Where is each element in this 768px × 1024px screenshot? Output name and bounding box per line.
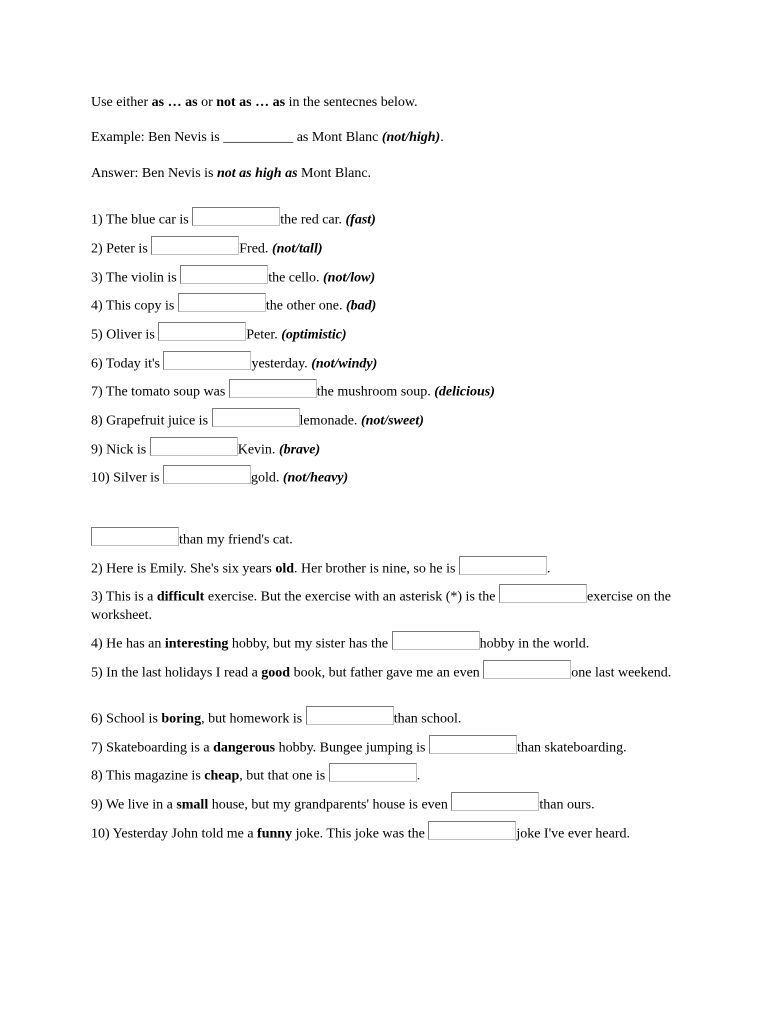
- exercise-1-item-6: [91, 351, 377, 374]
- item-text: 10) Yesterday John told me a: [91, 826, 258, 842]
- item-adjective: small: [176, 797, 209, 813]
- item-hint: (not/heavy): [282, 470, 349, 486]
- answer-text: Answer: Ben Nevis is: [91, 166, 217, 181]
- item-hint: (not/low): [323, 270, 376, 286]
- example-hint: (not/high): [381, 130, 441, 145]
- instruction-bold-1: as … as: [151, 95, 198, 110]
- answer-input[interactable]: [91, 527, 179, 546]
- answer-input[interactable]: [229, 379, 317, 398]
- answer-input[interactable]: [192, 207, 280, 226]
- item-text: Fred.: [239, 241, 272, 257]
- exercise-2-item-1: [91, 527, 293, 550]
- item-text: 6) Today it's: [91, 356, 164, 372]
- item-text: .: [546, 561, 551, 577]
- item-text: the cello.: [268, 270, 323, 286]
- item-text: 5) In the last holidays I read a: [91, 665, 262, 681]
- answer-input[interactable]: [428, 821, 516, 840]
- exercise-2-item-5: [91, 660, 676, 683]
- exercise-2-item-8: [91, 763, 420, 786]
- answer-input[interactable]: [151, 236, 239, 255]
- exercise-1-item-3: [91, 265, 375, 288]
- answer-input[interactable]: [392, 631, 480, 650]
- answer-input[interactable]: [499, 584, 587, 603]
- item-text: 7) Skateboarding is a: [91, 740, 214, 756]
- item-text: than ours.: [539, 797, 595, 813]
- exercise-1-item-1: [91, 207, 376, 230]
- exercise-1-item-5: [91, 322, 347, 345]
- answer-input[interactable]: [180, 265, 268, 284]
- item-hint: (not/windy): [311, 356, 378, 372]
- item-text: 4) He has an: [91, 636, 165, 652]
- exercise-2-item-10: [91, 821, 630, 844]
- exercise-2-item-2: [91, 556, 550, 579]
- item-text: 5) Oliver is: [91, 327, 159, 343]
- instruction: [91, 94, 418, 112]
- item-text: 10) Silver is: [91, 470, 163, 486]
- item-text: 6) School is: [91, 711, 162, 727]
- item-hint: (optimistic): [281, 327, 347, 343]
- answer-input[interactable]: [329, 763, 417, 782]
- item-adjective: difficult: [156, 589, 205, 605]
- item-text: , but homework is: [201, 711, 306, 727]
- item-text: exercise on the worksheet.: [91, 589, 671, 623]
- answer-input[interactable]: [163, 465, 251, 484]
- answer-input[interactable]: [158, 322, 246, 341]
- answer-input[interactable]: [163, 351, 251, 370]
- exercise-2-item-9: [91, 792, 595, 815]
- item-text: 3) The violin is: [91, 270, 181, 286]
- item-text: the red car.: [280, 212, 346, 228]
- exercise-1-item-2: [91, 236, 323, 259]
- exercise-2-item-6: [91, 706, 461, 729]
- answer: [91, 165, 371, 183]
- item-text: Kevin.: [237, 442, 279, 458]
- item-adjective: dangerous: [213, 740, 276, 756]
- answer-text: Mont Blanc.: [297, 166, 372, 181]
- exercise-1-item-9: [91, 437, 320, 460]
- item-text: than my friend's cat.: [179, 532, 293, 548]
- item-text: gold.: [250, 470, 283, 486]
- item-text: 2) Here is Emily. She's six years: [91, 561, 276, 577]
- item-text: than skateboarding.: [516, 740, 627, 756]
- item-text: 7) The tomato soup was: [91, 384, 229, 400]
- item-hint: (not/tall): [271, 241, 323, 257]
- exercise-1-item-7: [91, 379, 495, 402]
- item-text: house, but my grandparents' house is even: [208, 797, 452, 813]
- exercise-1-item-8: [91, 408, 424, 431]
- item-text: joke I've ever heard.: [516, 826, 630, 842]
- item-text: the other one.: [265, 298, 346, 314]
- exercise-2-item-4: [91, 631, 589, 654]
- item-adjective: boring: [161, 711, 202, 727]
- item-text: joke. This joke was the: [292, 826, 429, 842]
- item-hint: (fast): [345, 212, 376, 228]
- item-adjective: interesting: [164, 636, 229, 652]
- item-hint: (brave): [278, 442, 321, 458]
- item-text: Peter.: [246, 327, 282, 343]
- item-text: 1) The blue car is: [91, 212, 193, 228]
- item-text: .: [416, 768, 421, 784]
- example: [91, 129, 444, 147]
- item-text: 2) Peter is: [91, 241, 152, 257]
- answer-input[interactable]: [451, 792, 539, 811]
- instruction-bold-2: not as … as: [216, 95, 286, 110]
- item-hint: (not/sweet): [360, 413, 424, 429]
- item-text: 8) Grapefruit juice is: [91, 413, 212, 429]
- exercise-1-item-10: [91, 465, 348, 488]
- instruction-text: Use either: [91, 95, 152, 110]
- answer-input[interactable]: [212, 408, 300, 427]
- item-hint: (delicious): [434, 384, 495, 400]
- item-text: 9) We live in a: [91, 797, 177, 813]
- exercise-2-item-3: [91, 584, 676, 625]
- exercise-2-item-7: [91, 735, 627, 758]
- example-text: Example: Ben Nevis is __________ as Mont Blanc: [91, 130, 382, 145]
- answer-input[interactable]: [178, 293, 266, 312]
- answer-input[interactable]: [483, 660, 571, 679]
- item-text: book, but father gave me an even: [290, 665, 484, 681]
- item-hint: (bad): [345, 298, 377, 314]
- item-adjective: cheap: [204, 768, 240, 784]
- item-adjective: funny: [257, 826, 293, 842]
- item-adjective: good: [261, 665, 291, 681]
- item-text: lemonade.: [299, 413, 361, 429]
- exercise-1-item-4: [91, 293, 376, 316]
- answer-input[interactable]: [429, 735, 517, 754]
- item-text: . Her brother is nine, so he is: [294, 561, 459, 577]
- answer-input[interactable]: [150, 437, 238, 456]
- item-text: , but that one is: [239, 768, 329, 784]
- item-text: than school.: [393, 711, 462, 727]
- item-text: 9) Nick is: [91, 442, 150, 458]
- item-adjective: old: [275, 561, 295, 577]
- answer-input[interactable]: [459, 556, 547, 575]
- example-text: .: [440, 130, 444, 145]
- instruction-text: or: [197, 95, 217, 110]
- answer-bold: not as high as: [217, 166, 298, 181]
- item-text: hobby in the world.: [479, 636, 590, 652]
- instruction-text: in the sentecnes below.: [285, 95, 418, 110]
- item-text: 8) This magazine is: [91, 768, 205, 784]
- item-text: one last weekend.: [571, 665, 672, 681]
- item-text: 4) This copy is: [91, 298, 178, 314]
- item-text: hobby, but my sister has the: [228, 636, 392, 652]
- item-text: 3) This is a: [91, 589, 157, 605]
- answer-input[interactable]: [306, 706, 394, 725]
- item-text: exercise. But the exercise with an asterisk (*) is the: [204, 589, 499, 605]
- item-text: yesterday.: [251, 356, 312, 372]
- item-text: hobby. Bungee jumping is: [275, 740, 429, 756]
- item-text: the mushroom soup.: [316, 384, 435, 400]
